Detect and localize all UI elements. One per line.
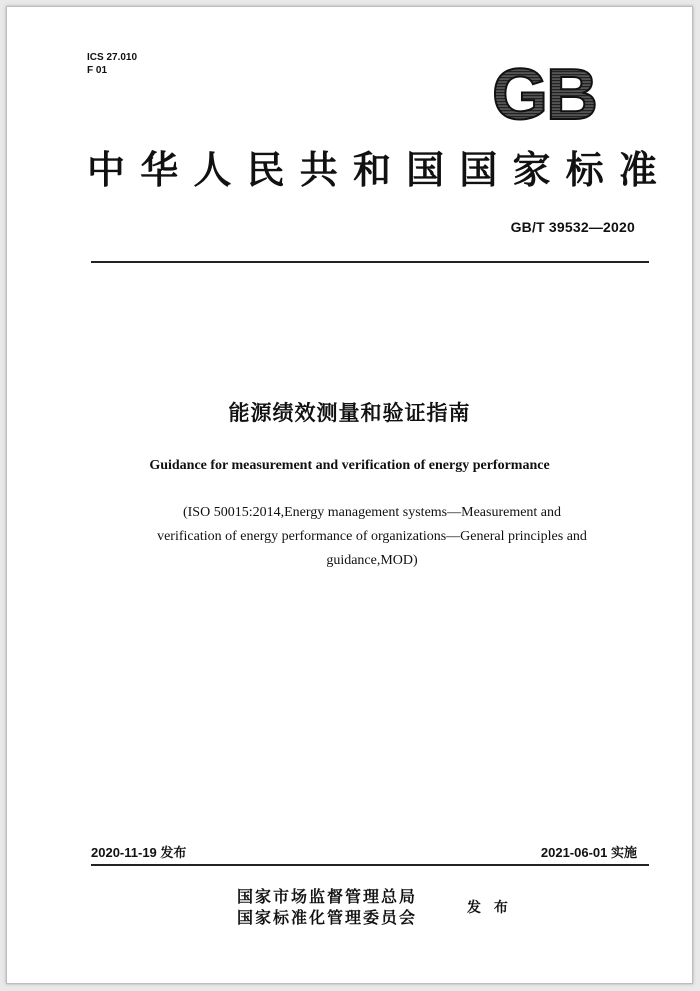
- title-char: 共: [299, 147, 338, 192]
- title-char: 人: [193, 147, 232, 192]
- gb-logo: [477, 59, 612, 125]
- title-char: 和: [352, 147, 391, 192]
- standard-code: GB/T 39532—2020: [510, 219, 635, 235]
- implementation-date: 2021-06-01 实施: [540, 845, 637, 860]
- issuer-sac: 国家标准化管理委员会: [237, 908, 418, 927]
- ccs-code: F 01: [87, 65, 108, 76]
- title-char: 家: [512, 147, 551, 192]
- title-char: 国: [406, 147, 445, 192]
- publish-label: 发 布: [467, 900, 512, 916]
- title-char: 标: [565, 147, 604, 192]
- bottom-divider: [91, 864, 649, 866]
- title-char: 民: [246, 147, 285, 192]
- gb-logo-text: GB: [492, 59, 596, 125]
- title-char: 中: [87, 147, 126, 192]
- iso-reference-line: verification of energy performance of organizations—General principles and: [157, 529, 587, 544]
- title-english: Guidance for measurement and verification of energy performance: [149, 458, 550, 473]
- ics-code: ICS 27.010: [87, 52, 138, 63]
- iso-reference-line: guidance,MOD): [326, 553, 418, 568]
- title-chinese: 能源绩效测量和验证指南: [228, 401, 471, 425]
- classification-codes: [87, 51, 137, 77]
- document-page: [6, 6, 693, 984]
- issuer-samr: 国家市场监督管理总局: [237, 887, 418, 906]
- iso-reference: [97, 501, 647, 573]
- iso-reference-line: (ISO 50015:2014,Energy management systems—Measurement and: [182, 505, 562, 520]
- main-title: [87, 147, 657, 193]
- issue-date: 2020-11-19 发布: [91, 845, 187, 860]
- top-divider: [91, 261, 649, 263]
- title-char: 华: [140, 147, 179, 192]
- title-char: 国: [459, 147, 498, 192]
- issuing-authorities: [237, 886, 417, 928]
- title-char: 准: [618, 147, 657, 192]
